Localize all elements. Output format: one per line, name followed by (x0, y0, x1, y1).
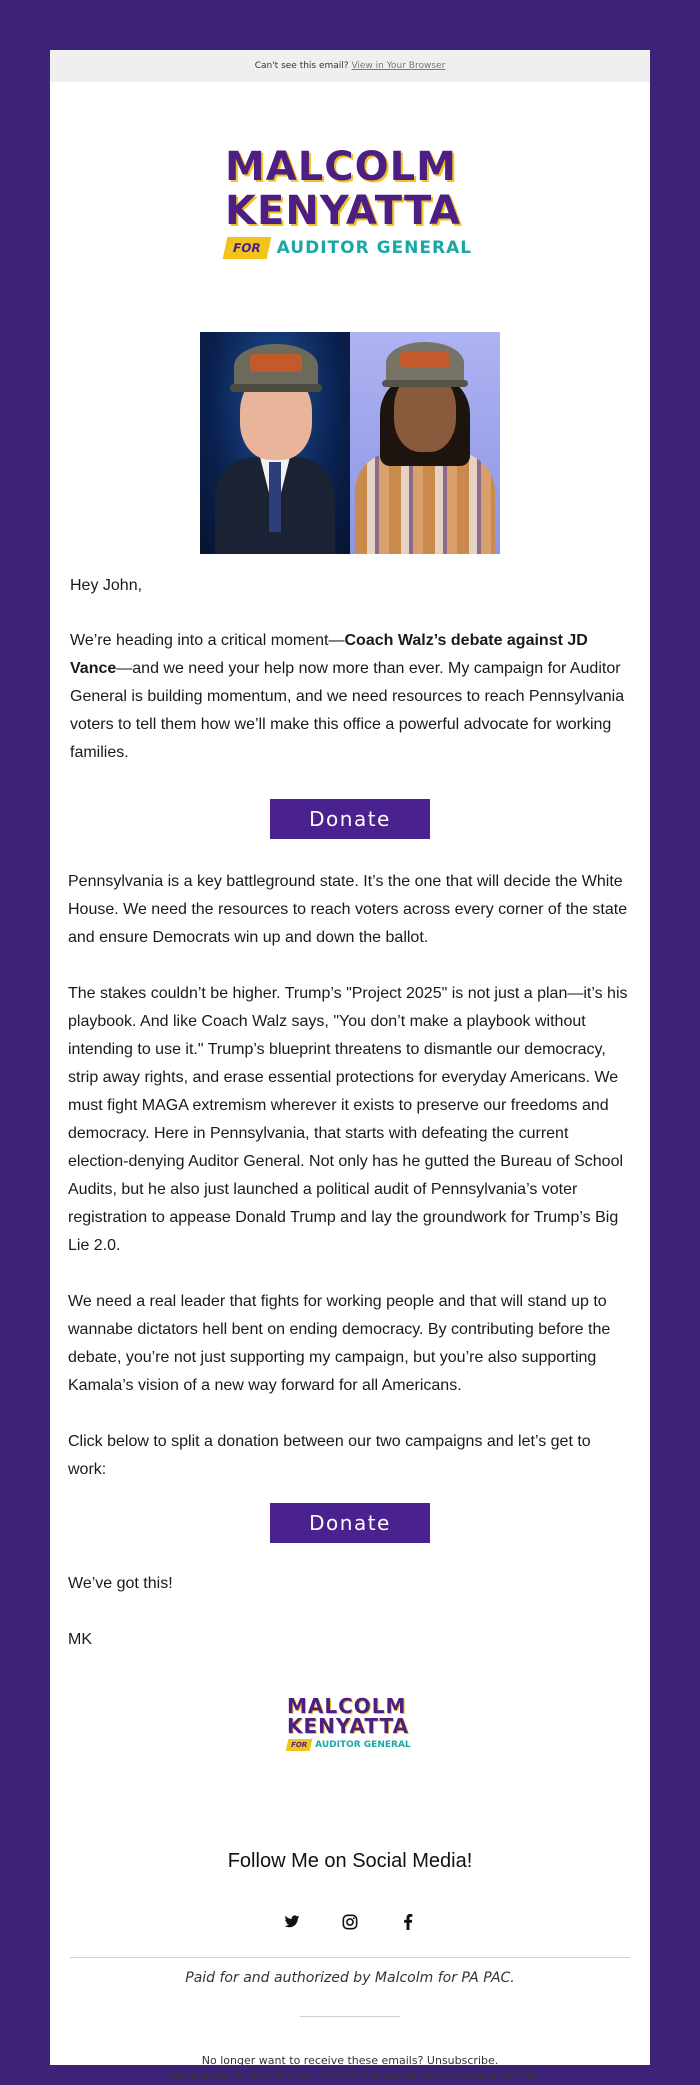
logo-first-name: MALCOLM (225, 144, 457, 190)
campaign-logo (225, 144, 485, 259)
twitter-icon[interactable] (282, 1912, 302, 1932)
email-card (50, 50, 650, 2083)
footer-divider (70, 1957, 630, 1958)
footer-short-divider (300, 2016, 400, 2017)
view-in-browser-prefix: Can't see this email? (254, 61, 349, 71)
follow-heading: Follow Me on Social Media! (227, 1850, 473, 1872)
mailing-address: Malcolm for PA PAC PO Box 3307 Philadelphia, Pennsylvania 19130 (165, 2070, 535, 2083)
unsubscribe-text[interactable]: No longer want to receive these emails? Unsubscribe. (201, 2054, 499, 2067)
instagram-icon[interactable] (340, 1912, 360, 1932)
footer-logo-for-tag: FOR (286, 1739, 313, 1751)
intro-text-start: We’re heading into a critical moment— (70, 632, 345, 649)
candidate-photos (200, 332, 500, 554)
facebook-icon[interactable] (398, 1912, 418, 1932)
stakes-paragraph: The stakes couldn’t be higher. Trump’s "Project 2025" is not just a plan—it’s his playbook. And like Coach Walz says, "You don’t make a playbook without intending to use it." Trump’s blueprint threatens to dismantle our democracy, strip away rights, and erase essential protections for everyday Americans. We must fight MAGA extremism wherever it exists to preserve our freedoms and democracy. Here in Pennsylvania, that starts with defeating the current election-denying Auditor General. Not only has he gutted the Bureau of School Audits, but he also just launched a political audit of Pennsylvania’s voter registration to appease Donald Trump and lay the groundwork for Trump’s Big Lie 2.0. (68, 985, 628, 1254)
greeting: Hey John, (70, 577, 143, 594)
closing-line: We’ve got this! (68, 1575, 173, 1592)
logo-office: AUDITOR GENERAL (276, 238, 473, 258)
paid-for-disclaimer: Paid for and authorized by Malcolm for PA PAC. (185, 1970, 515, 1986)
intro-text-end: —and we need your help now more than ever. My campaign for Auditor General is building momentum, and we need resources to reach Pennsylvania voters to tell them how we’ll make this office a powerful advocate for working families. (70, 660, 625, 761)
donate-button[interactable]: Donate (270, 799, 430, 839)
leader-paragraph: We need a real leader that fights for working people and that will stand up to wannabe dictators hell bent on ending democracy. By contributing before the debate, you’re not just supporting my campaign, but you’re also supporting Kamala’s vision of a new way forward for all Americans. (68, 1293, 611, 1394)
logo-for-tag: FOR (223, 237, 271, 259)
walz-photo (200, 332, 350, 554)
social-links (50, 1912, 650, 1932)
footer-logo (287, 1696, 417, 1751)
view-in-browser-link[interactable]: View in Your Browser (351, 61, 446, 71)
logo-last-name: KENYATTA (225, 188, 462, 234)
intro-text-bold: Coach Walz’s debate against JD Vance (70, 632, 588, 677)
battleground-paragraph: Pennsylvania is a key battleground state. It’s the one that will decide the White House. We need the resources to reach voters across every corner of the state and ensure Democrats win up and down the ballot. (68, 873, 628, 946)
kenyatta-photo (350, 332, 500, 554)
split-donation-paragraph: Click below to split a donation between our two campaigns and let’s get to work: (68, 1433, 591, 1478)
split-donate-button[interactable]: Donate (270, 1503, 430, 1543)
footer-logo-first-name: MALCOLM (287, 1694, 407, 1718)
signature: MK (68, 1631, 92, 1648)
view-in-browser-bar (50, 50, 650, 82)
footer-logo-last-name: KENYATTA (287, 1714, 410, 1738)
intro-paragraph (70, 627, 630, 767)
footer-logo-office: AUDITOR GENERAL (315, 1740, 411, 1750)
